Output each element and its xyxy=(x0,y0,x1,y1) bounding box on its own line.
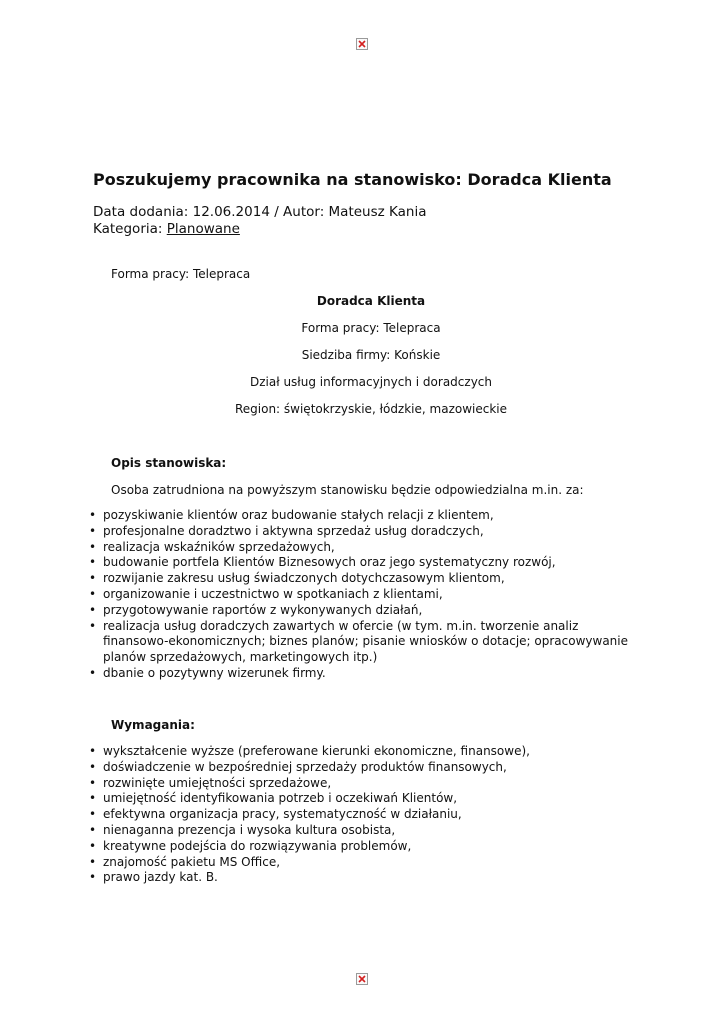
category-label: Kategoria: xyxy=(93,221,167,237)
list-item: • kreatywne podejścia do rozwiązywania problemów, xyxy=(103,839,643,855)
description-intro: Osoba zatrudniona na powyższym stanowisku będzie odpowiedzialna m.in. za: xyxy=(111,483,584,497)
region: Region: świętokrzyskie, łódzkie, mazowieckie xyxy=(234,402,508,416)
list-item: • nienaganna prezencja i wysoka kultura osobista, xyxy=(103,823,643,839)
post-meta-category xyxy=(93,221,240,237)
list-item: • rozwijanie zakresu usług świadczonych dotychczasowym klientom, xyxy=(103,571,643,587)
list-item: • organizowanie i uczestnictwo w spotkaniach z klientami, xyxy=(103,587,643,603)
list-item: • dbanie o pozytywny wizerunek firmy. xyxy=(103,666,643,682)
list-item: • wykształcenie wyższe (preferowane kierunki ekonomiczne, finansowe), xyxy=(103,744,643,760)
page-title: Poszukujemy pracownika na stanowisko: Doradca Klienta xyxy=(93,170,612,189)
broken-image-icon xyxy=(356,973,368,985)
department: Dział usług informacyjnych i doradczych xyxy=(250,375,492,389)
list-item: • znajomość pakietu MS Office, xyxy=(103,855,643,871)
list-item: • realizacja usług doradczych zawartych w ofercie (w tym. m.in. tworzenie analiz finansowo-ekonomicznych; biznes planów; pisanie wniosków o dotacje; opracowywanie planów sprzedażowych, marketingowych itp.) xyxy=(103,619,643,666)
post-meta-date-author: Data dodania: 12.06.2014 / Autor: Mateusz Kania xyxy=(93,204,427,220)
description-heading: Opis stanowiska: xyxy=(111,456,227,470)
requirements-list xyxy=(103,744,643,886)
company-office: Siedziba firmy: Końskie xyxy=(301,348,441,362)
work-form: Forma pracy: Telepraca xyxy=(301,321,441,335)
responsibilities-list xyxy=(103,508,643,682)
list-item: • przygotowywanie raportów z wykonywanych działań, xyxy=(103,603,643,619)
list-item: • budowanie portfela Klientów Biznesowych oraz jego systematyczny rozwój, xyxy=(103,555,643,571)
requirements-heading: Wymagania: xyxy=(111,718,195,732)
list-item: • rozwinięte umiejętności sprzedażowe, xyxy=(103,776,643,792)
list-item: • doświadczenie w bezpośredniej sprzedaży produktów finansowych, xyxy=(103,760,643,776)
list-item: • realizacja wskaźników sprzedażowych, xyxy=(103,540,643,556)
list-item: • profesjonalne doradztwo i aktywna sprzedaż usług doradczych, xyxy=(103,524,643,540)
work-form-intro: Forma pracy: Telepraca xyxy=(111,267,251,281)
list-item: • pozyskiwanie klientów oraz budowanie stałych relacji z klientem, xyxy=(103,508,643,524)
category-link[interactable]: Planowane xyxy=(166,221,240,237)
list-item: • prawo jazdy kat. B. xyxy=(103,870,643,886)
broken-image-icon xyxy=(356,38,368,50)
list-item: • umiejętność identyfikowania potrzeb i oczekiwań Klientów, xyxy=(103,791,643,807)
list-item: • efektywna organizacja pracy, systematyczność w działaniu, xyxy=(103,807,643,823)
position-name: Doradca Klienta xyxy=(316,294,426,308)
